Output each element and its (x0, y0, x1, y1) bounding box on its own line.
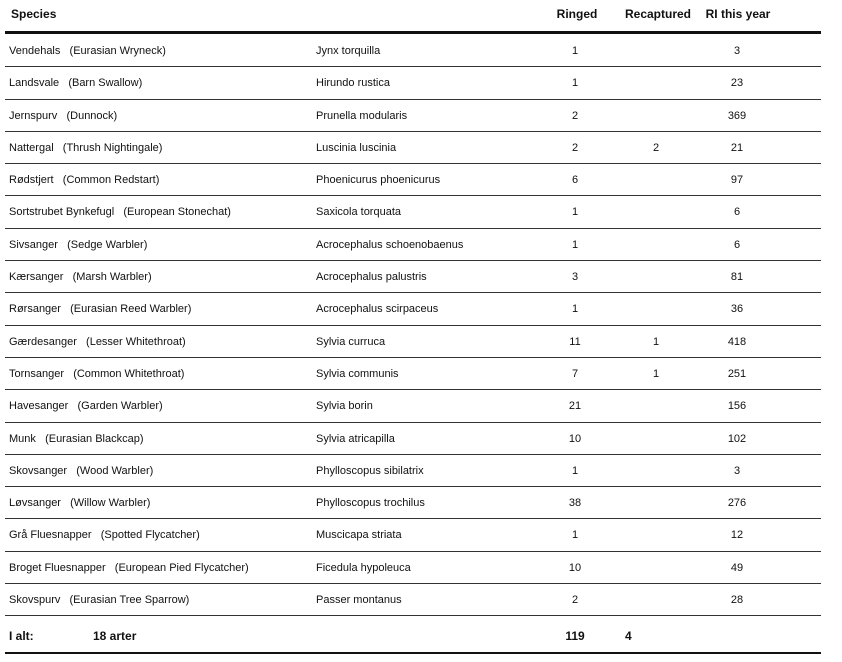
species-name: Nattergal (Thrush Nightingale) (9, 141, 163, 154)
ringed-count: 21 (568, 400, 582, 413)
ringed-count: 1 (571, 238, 579, 251)
ri-this-year-count: 6 (733, 206, 741, 219)
ringed-count: 6 (571, 174, 579, 187)
ri-this-year-count: 28 (730, 594, 744, 607)
ri-this-year-count: 6 (733, 238, 741, 251)
ri-this-year-count: 49 (730, 561, 744, 574)
total-species-count: 18 arter (93, 629, 137, 643)
species-name: Munk (Eurasian Blackcap) (9, 432, 144, 445)
total-row (5, 620, 821, 654)
scientific-name: Acrocephalus scirpaceus (316, 303, 439, 316)
header-species: Species (11, 7, 57, 21)
recaptured-count: 1 (652, 367, 660, 380)
species-name: Kærsanger (Marsh Warbler) (9, 271, 152, 284)
ri-this-year-count: 97 (730, 174, 744, 187)
table-row (5, 519, 821, 551)
table-row (5, 229, 821, 261)
scientific-name: Sylvia borin (316, 400, 373, 413)
header-ri-this-year: RI this year (705, 7, 771, 21)
species-name: Broget Fluesnapper (European Pied Flycatcher) (9, 561, 249, 574)
table-row (5, 196, 821, 228)
ringed-count: 38 (568, 497, 582, 510)
header-rule (5, 31, 821, 34)
scientific-name: Prunella modularis (316, 109, 408, 122)
header-recaptured: Recaptured (624, 7, 692, 21)
ringed-count: 1 (571, 206, 579, 219)
species-name: Sivsanger (Sedge Warbler) (9, 238, 148, 251)
ringed-count: 1 (571, 529, 579, 542)
ringed-count: 11 (569, 335, 581, 348)
species-name: Gærdesanger (Lesser Whitethroat) (9, 335, 186, 348)
table-row (5, 326, 821, 358)
table-row (5, 67, 821, 99)
species-name: Havesanger (Garden Warbler) (9, 400, 163, 413)
ri-this-year-count: 21 (730, 141, 744, 154)
ringed-count: 10 (568, 432, 582, 445)
table-row (5, 423, 821, 455)
scientific-name: Ficedula hypoleuca (316, 561, 411, 574)
ri-this-year-count: 156 (727, 400, 747, 413)
table-row (5, 552, 821, 584)
ri-this-year-count: 369 (727, 109, 747, 122)
table-row (5, 261, 821, 293)
ri-this-year-count: 3 (733, 45, 741, 57)
scientific-name: Sylvia atricapilla (316, 432, 395, 445)
recaptured-count: 2 (652, 141, 660, 154)
species-name: Sortstrubet Bynkefugl (European Stonechat) (9, 206, 231, 219)
ringed-count: 1 (571, 77, 579, 90)
ri-this-year-count: 418 (727, 335, 747, 348)
scientific-name: Sylvia curruca (316, 335, 386, 348)
scientific-name: Acrocephalus schoenobaenus (316, 238, 464, 251)
table-row (5, 35, 821, 67)
scientific-name: Luscinia luscinia (316, 141, 397, 154)
ringed-count: 3 (571, 271, 579, 284)
ringed-count: 1 (571, 464, 579, 477)
table-row (5, 293, 821, 325)
scientific-name: Phoenicurus phoenicurus (316, 174, 441, 187)
ringed-count: 1 (571, 303, 579, 316)
table-row (5, 455, 821, 487)
scientific-name: Jynx torquilla (316, 45, 381, 57)
table-row (5, 132, 821, 164)
species-name: Rørsanger (Eurasian Reed Warbler) (9, 303, 192, 316)
header-ringed: Ringed (556, 7, 598, 21)
table-row (5, 100, 821, 132)
recaptured-count: 1 (652, 335, 660, 348)
species-name: Landsvale (Barn Swallow) (9, 77, 143, 90)
ri-this-year-count: 102 (727, 432, 747, 445)
ri-this-year-count: 81 (730, 271, 744, 284)
ringed-count: 2 (571, 109, 579, 122)
ri-this-year-count: 276 (727, 497, 747, 510)
species-name: Vendehals (Eurasian Wryneck) (9, 45, 166, 57)
species-name: Rødstjert (Common Redstart) (9, 174, 160, 187)
scientific-name: Saxicola torquata (316, 206, 401, 219)
ri-this-year-count: 36 (730, 303, 744, 316)
total-label: I alt: (9, 629, 34, 643)
scientific-name: Phylloscopus trochilus (316, 497, 425, 510)
species-name: Jernspurv (Dunnock) (9, 109, 118, 122)
species-name: Tornsanger (Common Whitethroat) (9, 367, 185, 380)
ri-this-year-count: 23 (730, 77, 744, 90)
table-row (5, 358, 821, 390)
total-recaptured: 4 (625, 629, 632, 643)
ringed-count: 2 (571, 141, 579, 154)
scientific-name: Phylloscopus sibilatrix (316, 464, 424, 477)
species-name: Skovsanger (Wood Warbler) (9, 464, 154, 477)
species-name: Skovspurv (Eurasian Tree Sparrow) (9, 594, 190, 607)
table-row (5, 584, 821, 616)
species-name: Grå Fluesnapper (Spotted Flycatcher) (9, 529, 200, 542)
table-row (5, 390, 821, 422)
ringed-count: 10 (568, 561, 582, 574)
ri-this-year-count: 251 (727, 367, 747, 380)
scientific-name: Acrocephalus palustris (316, 271, 427, 284)
ringed-count: 7 (571, 367, 579, 380)
scientific-name: Muscicapa striata (316, 529, 402, 542)
table-row (5, 487, 821, 519)
species-name: Løvsanger (Willow Warbler) (9, 497, 151, 510)
scientific-name: Hirundo rustica (316, 77, 390, 90)
table-row (5, 164, 821, 196)
table-body (0, 35, 842, 616)
scientific-name: Sylvia communis (316, 367, 399, 380)
scientific-name: Passer montanus (316, 594, 402, 607)
total-ringed: 119 (565, 629, 585, 643)
ringed-count: 2 (571, 594, 579, 607)
ri-this-year-count: 3 (733, 464, 741, 477)
table-header (0, 0, 842, 28)
ringed-count: 1 (571, 45, 579, 57)
ri-this-year-count: 12 (730, 529, 744, 542)
